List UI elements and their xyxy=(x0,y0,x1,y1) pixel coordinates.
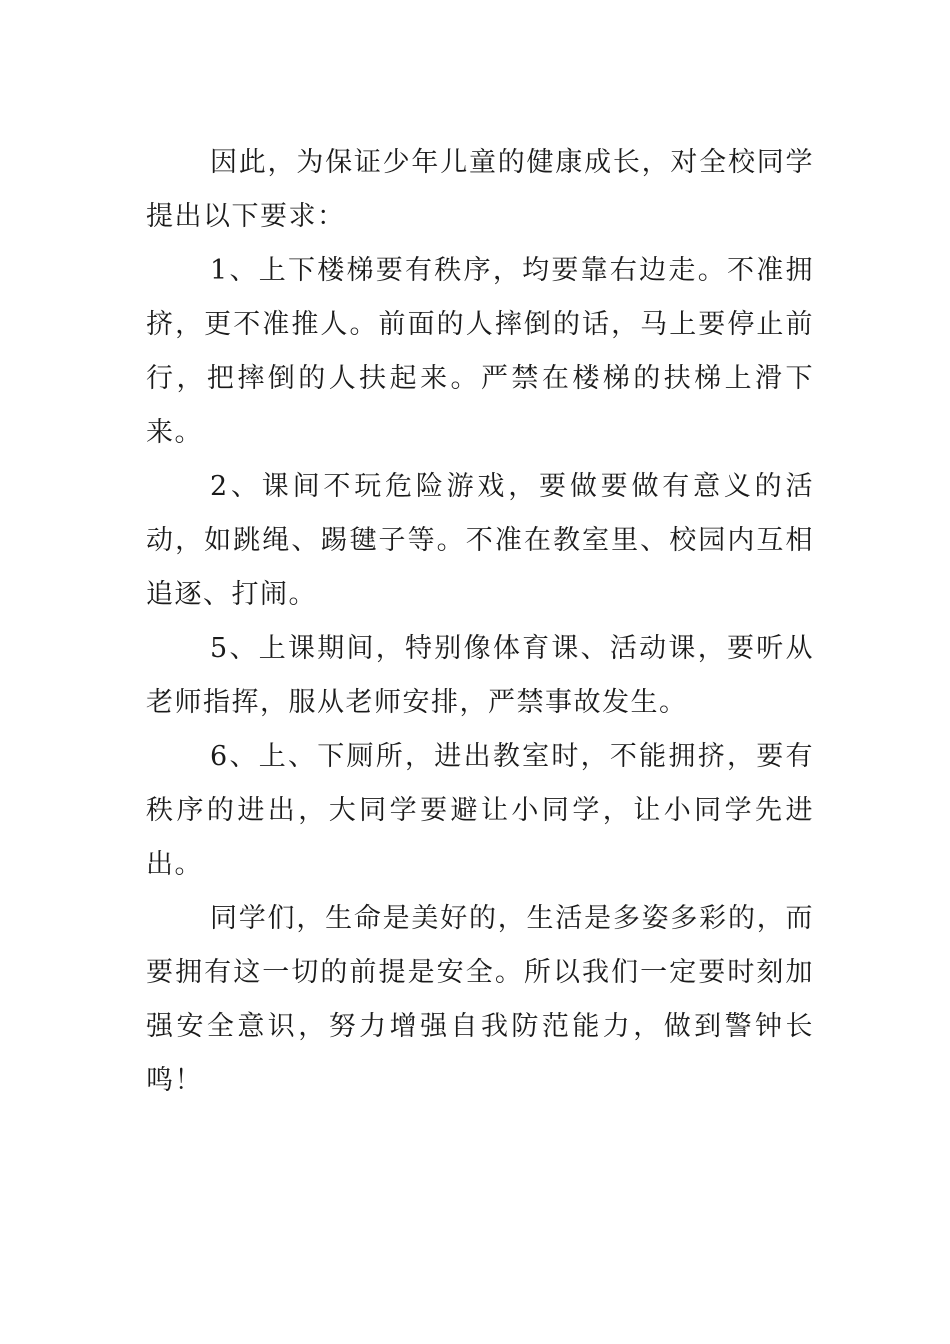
document-body xyxy=(146,136,814,1108)
paragraph-rule-2: 2、课间不玩危险游戏，要做要做有意义的活动，如跳绳、踢毽子等。不准在教室里、校园内互相追逐、打闹。 xyxy=(146,471,814,610)
paragraph-rule-6: 6、上、下厕所，进出教室时，不能拥挤，要有秩序的进出，大同学要避让小同学，让小同学先进出。 xyxy=(146,741,814,880)
paragraph-conclusion: 同学们，生命是美好的，生活是多姿多彩的，而要拥有这一切的前提是安全。所以我们一定要时刻加强安全意识，努力增强自我防范能力，做到警钟长鸣！ xyxy=(146,903,814,1096)
paragraph-intro: 因此，为保证少年儿童的健康成长，对全校同学提出以下要求： xyxy=(146,147,814,232)
paragraph-rule-5: 5、上课期间，特别像体育课、活动课，要听从老师指挥，服从老师安排，严禁事故发生。 xyxy=(146,633,814,718)
paragraph-rule-1: 1、上下楼梯要有秩序，均要靠右边走。不准拥挤，更不准推人。前面的人摔倒的话，马上要停止前行，把摔倒的人扶起来。严禁在楼梯的扶梯上滑下来。 xyxy=(146,255,814,448)
